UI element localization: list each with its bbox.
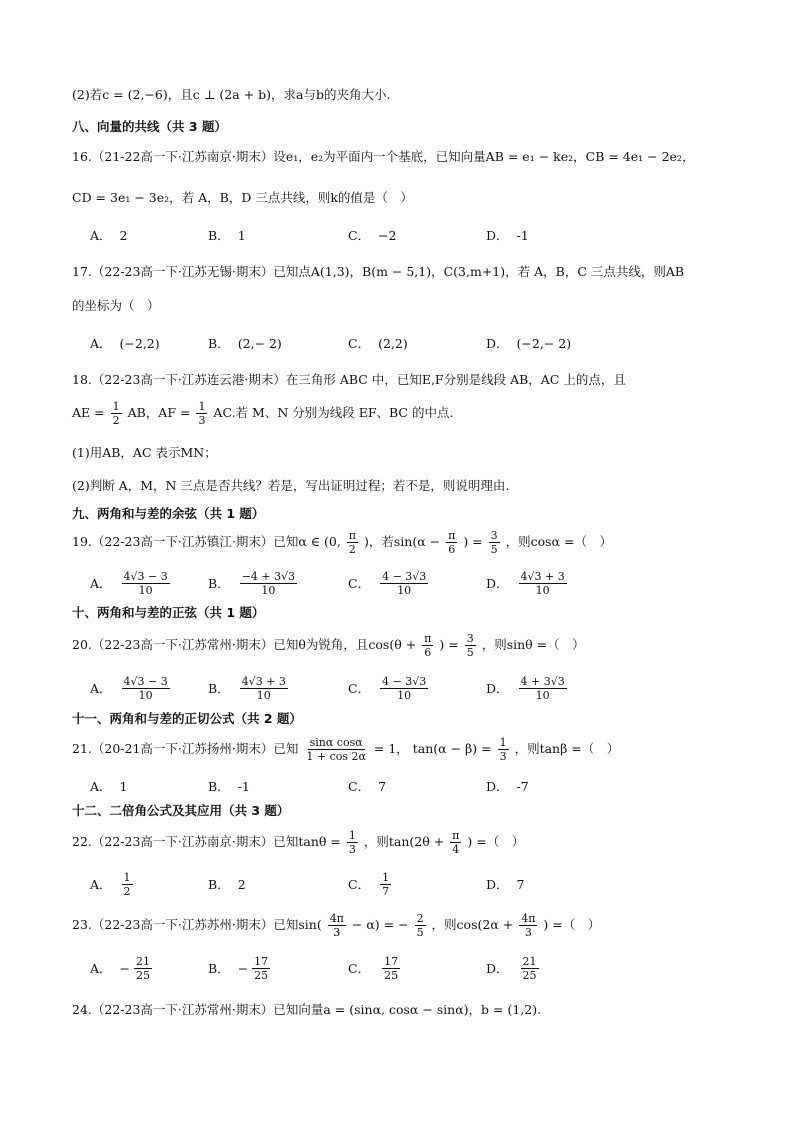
question-17-stem-cont: 的坐标为（ ） [72, 298, 160, 313]
section-8-heading: 八、向量的共线（共 3 题） [72, 119, 227, 134]
question-21-options [90, 770, 750, 802]
option-a[interactable]: A． $\frac{1}{2}$ [90, 870, 131, 898]
question-18-part-1: (1)用AB，AC 表示MN； [72, 445, 217, 460]
question-20-stem: 20.（22-23高一下·江苏常州·期末）已知θ为锐角，且cos(θ + $\frac{\pi}{6}$ ) = $\frac{3}{5}$ ，则sinθ =（ ） [72, 632, 585, 659]
fraction: $\frac{\pi}{6}$ [424, 632, 432, 659]
question-18-part-2: (2)判断 A，M，N 三点是否共线？若是，写出证明过程；若不是，则说明理由. [72, 478, 510, 493]
option-d[interactable]: D． $\frac{4√3 + 3}{10}$ [486, 569, 565, 597]
option-d[interactable]: D． -7 [486, 778, 529, 794]
option-b[interactable]: B． 2 [208, 876, 246, 892]
question-23-stem: 23.（22-23高一下·江苏苏州·期末）已知sin( $\frac{4\pi}{3}$ − α) = − $\frac{2}{5}$ ，则cos(2α + $\frac{4\pi}{3}$ ) =（ ） [72, 912, 601, 939]
option-b[interactable]: B． $\frac{4√3 + 3}{10}$ [208, 674, 286, 702]
option-c[interactable]: C． 7 [348, 778, 387, 794]
option-b[interactable]: B． − $\frac{17}{25}$ [208, 954, 269, 982]
fraction: $\frac{\text{sinα cosα}}{1 + \cos 2\alpha}$ [306, 736, 366, 763]
fraction: $\frac{\pi}{6}$ [448, 529, 456, 556]
option-c[interactable]: C． $\frac{4 - 3√3}{10}$ [348, 674, 427, 702]
option-c[interactable]: C． $\frac{1}{7}$ [348, 870, 390, 898]
fraction: $\frac{1}{3}$ [499, 736, 507, 763]
option-d[interactable]: D． 7 [486, 876, 525, 892]
question-15-part-2: (2)若c = (2,−6)，且c ⊥ (2a + b)，求a与b的夹角大小. [72, 87, 391, 102]
question-16-stem-cont: CD = 3e₁ − 3e₂，若 A，B，D 三点共线，则k的值是（ ） [72, 190, 413, 205]
option-b[interactable]: B． (2,− 2) [208, 335, 282, 351]
fraction: $\frac{1}{3}$ [198, 400, 206, 427]
fraction: $\frac{1}{3}$ [348, 829, 356, 856]
fraction: $\frac{3}{5}$ [490, 529, 498, 556]
question-23-options [90, 952, 750, 984]
option-d[interactable]: D． $\frac{4 + 3√3}{10}$ [486, 674, 565, 702]
question-18-stem: 18.（22-23高一下·江苏连云港·期末）在三角形 ABC 中，已知E,F分别是线段 AB，AC 上的点，且 [72, 372, 626, 387]
fraction: $\frac{2}{5}$ [416, 912, 424, 939]
question-20-options [90, 672, 750, 704]
fraction: $\frac{3}{5}$ [466, 632, 474, 659]
option-a[interactable]: A． (−2,2) [90, 335, 160, 351]
question-16-stem: 16.（21-22高一下·江苏南京·期末）设e₁，e₂为平面内一个基底，已知向量AB = e₁ − ke₂，CB = 4e₁ − 2e₂， [72, 149, 695, 164]
option-d[interactable]: D． (−2,− 2) [486, 335, 572, 351]
fraction: $\frac{1}{2}$ [112, 400, 120, 427]
option-b[interactable]: B． 1 [208, 227, 246, 243]
question-17-options [90, 327, 750, 359]
option-c[interactable]: C． $\frac{4 - 3√3}{10}$ [348, 569, 427, 597]
question-21-stem: 21.（20-21高一下·江苏扬州·期末）已知 $\frac{\text{sinα cosα}}{1 + \cos 2\alpha}$ = 1， tan(α − β) = $\frac{1}{3}$ ，则tanβ =（ ） [72, 736, 620, 763]
option-a[interactable]: A． − $\frac{21}{25}$ [90, 954, 151, 982]
section-10-heading: 十、两角和与差的正弦（共 1 题） [72, 605, 265, 620]
fraction: $\frac{4\pi}{3}$ [329, 912, 344, 939]
question-16-options [90, 219, 750, 251]
option-a[interactable]: A． $\frac{4√3 - 3}{10}$ [90, 569, 168, 597]
option-d[interactable]: D． -1 [486, 227, 529, 243]
fraction: $\frac{\pi}{4}$ [452, 829, 460, 856]
fraction: $\frac{\pi}{2}$ [348, 529, 357, 556]
section-9-heading: 九、两角和与差的余弦（共 1 题） [72, 506, 265, 521]
option-d[interactable]: D． $\frac{21}{25}$ [486, 954, 537, 982]
option-a[interactable]: A． 2 [90, 227, 128, 243]
question-24-stem: 24.（22-23高一下·江苏常州·期末）已知向量a = (sinα, cosα − sinα)，b = (1,2). [72, 1002, 542, 1017]
option-a[interactable]: A． $\frac{4√3 - 3}{10}$ [90, 674, 168, 702]
question-18-stem-cont: AE = $\frac{1}{2}$ AB，AF = $\frac{1}{3}$ AC.若 M、N 分别为线段 EF、BC 的中点. [72, 400, 454, 427]
option-a[interactable]: A． 1 [90, 778, 128, 794]
option-c[interactable]: C． (2,2) [348, 335, 408, 351]
question-22-options [90, 868, 750, 900]
question-22-stem: 22.（22-23高一下·江苏南京·期末）已知tanθ = $\frac{1}{3}$ ，则tan(2θ + $\frac{\pi}{4}$ ) =（ ） [72, 829, 525, 856]
section-12-heading: 十二、二倍角公式及其应用（共 3 题） [72, 803, 290, 818]
option-b[interactable]: B． -1 [208, 778, 250, 794]
option-c[interactable]: C． $\frac{17}{25}$ [348, 954, 399, 982]
fraction: $\frac{4\pi}{3}$ [521, 912, 536, 939]
question-17-stem: 17.（22-23高一下·江苏无锡·期末）已知点A(1,3)，B(m − 5,1)，C(3,m+1)，若 A，B，C 三点共线，则AB [72, 264, 685, 279]
section-11-heading: 十一、两角和与差的正切公式（共 2 题） [72, 711, 302, 726]
option-b[interactable]: B． $\frac{-4 + 3√3}{10}$ [208, 569, 296, 597]
question-19-options [90, 567, 750, 599]
option-c[interactable]: C． −2 [348, 227, 397, 243]
question-19-stem: 19.（22-23高一下·江苏镇江·期末）已知α ∈ (0, $\frac{\pi}{2}$ )，若sin(α − $\frac{\pi}{6}$ ) = $\frac{3}{5}$ ，则cosα =（ ） [72, 529, 612, 556]
